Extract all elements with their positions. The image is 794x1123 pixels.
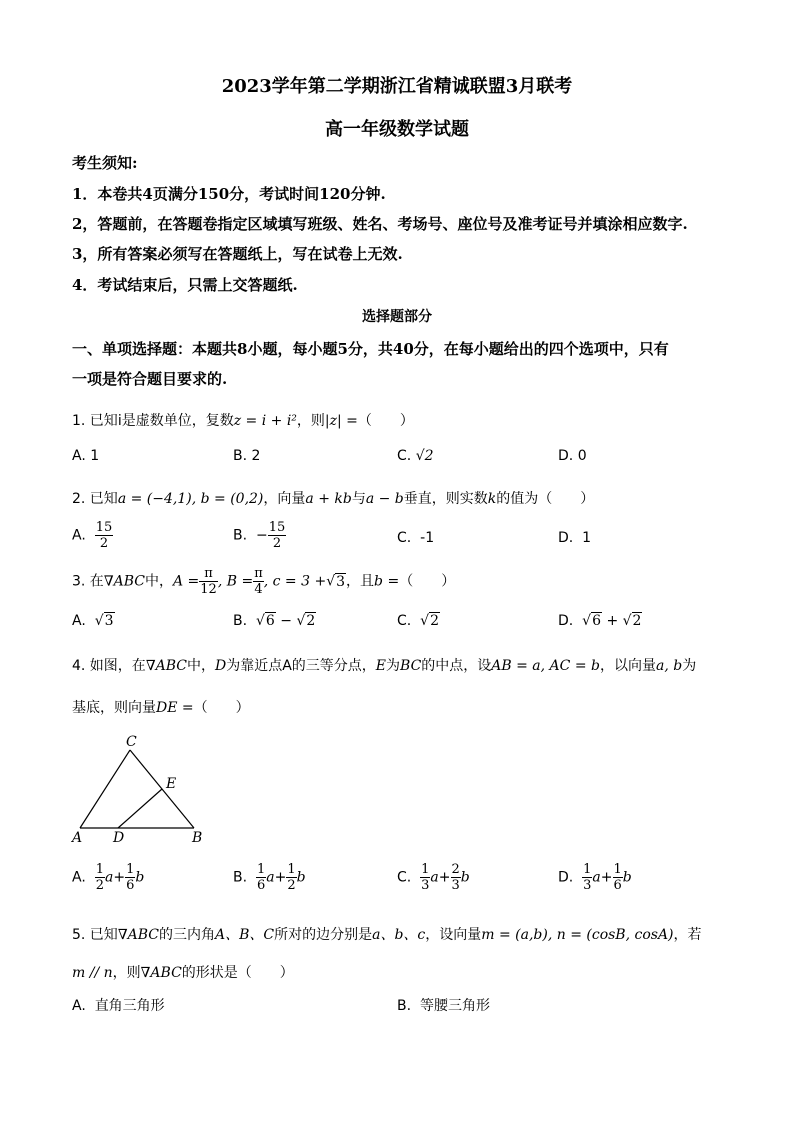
option-label: D. bbox=[558, 448, 574, 464]
q2-option-c bbox=[397, 530, 434, 546]
q1-option-c bbox=[397, 448, 434, 464]
question-2-stem bbox=[72, 488, 594, 508]
option-value: 1 bbox=[90, 448, 100, 464]
option-label: B. bbox=[233, 527, 248, 544]
option-label: B. bbox=[397, 998, 412, 1014]
option-label: A. bbox=[72, 613, 86, 629]
sqrt: √3 bbox=[94, 613, 114, 629]
q4-BC: BC bbox=[400, 658, 422, 674]
numerator: 1 bbox=[421, 862, 430, 877]
radicand: 2 bbox=[632, 613, 642, 629]
denominator: 2 bbox=[99, 536, 109, 551]
numerator: 1 bbox=[583, 862, 592, 877]
sqrt: √2 bbox=[622, 613, 642, 629]
q2-text-a: 2. 已知 bbox=[72, 491, 118, 507]
notice-item-4: 4．考试结束后，只需上交答题纸. bbox=[72, 276, 298, 294]
numerator: 15 bbox=[95, 520, 113, 535]
sqrt: √2 bbox=[420, 613, 439, 629]
vector-b: b bbox=[460, 869, 470, 886]
question-3-stem bbox=[72, 566, 455, 597]
option-label: B. bbox=[233, 613, 248, 629]
section-title: 选择题部分 bbox=[362, 309, 432, 325]
operator: + bbox=[113, 869, 126, 886]
fraction bbox=[95, 520, 114, 551]
q4-text-e: 的中点，设 bbox=[421, 658, 492, 674]
option-label: A. bbox=[72, 448, 86, 464]
q1-formula: z = i + i² bbox=[233, 413, 297, 429]
denominator: 2 bbox=[95, 878, 104, 893]
q4-blank: （ ） bbox=[193, 700, 250, 716]
denominator: 6 bbox=[256, 878, 266, 893]
q5-triangle: ∇ABC bbox=[140, 965, 182, 981]
option-value: 1 bbox=[582, 530, 592, 546]
label-D: D bbox=[113, 830, 125, 846]
vector-b: b bbox=[135, 869, 145, 886]
q5-sides: a、b、c bbox=[372, 927, 426, 943]
denominator: 12 bbox=[200, 582, 217, 597]
option-label: C. bbox=[397, 530, 412, 546]
operator: + bbox=[274, 869, 287, 886]
label-E: E bbox=[166, 776, 177, 792]
q4-text-c: 为靠近点A的三等分点， bbox=[226, 658, 376, 674]
q5-option-b bbox=[397, 995, 490, 1015]
q2-expr1: a + kb bbox=[305, 491, 352, 507]
q2-option-b bbox=[233, 520, 286, 551]
q1-text-a: 1. 已知 bbox=[72, 413, 118, 429]
segment-DE bbox=[118, 789, 162, 828]
denominator: 3 bbox=[451, 878, 460, 893]
label-A: A bbox=[72, 830, 83, 846]
fraction bbox=[253, 566, 264, 597]
q2-text-c: 与 bbox=[351, 491, 366, 507]
sqrt: √6 bbox=[255, 613, 275, 629]
label-B: B bbox=[192, 830, 203, 846]
side-AC bbox=[80, 750, 130, 828]
q4-triangle: ∇ABC bbox=[145, 658, 187, 674]
question-5-stem-line1 bbox=[72, 924, 702, 944]
notice-item-3: 3，所有答案必须写在答题纸上，写在试卷上无效. bbox=[72, 245, 403, 263]
option-label: B. bbox=[233, 869, 248, 886]
section-intro-line1: 一、单项选择题：本题共8小题，每小题5分，共40分，在每小题给出的四个选项中，只有 bbox=[72, 340, 669, 358]
q4-text-b: 中， bbox=[186, 658, 215, 674]
triangle-figure bbox=[68, 732, 218, 847]
option-label: C. bbox=[397, 869, 412, 886]
option-label: A. bbox=[72, 527, 86, 544]
option-value: √2 bbox=[415, 448, 434, 464]
notice-heading: 考生须知: bbox=[72, 154, 138, 172]
numerator: π bbox=[199, 566, 218, 582]
vector-a: a bbox=[104, 869, 114, 886]
q1-option-d bbox=[558, 448, 587, 464]
q4-option-a bbox=[72, 862, 144, 893]
q4-option-c bbox=[397, 862, 470, 893]
q5-option-a bbox=[72, 995, 165, 1015]
exam-title: 2023学年第二学期浙江省精诚联盟3月联考 bbox=[221, 76, 573, 97]
q4-text-a: 4. 如图，在 bbox=[72, 658, 146, 674]
fraction bbox=[268, 520, 287, 551]
fraction bbox=[95, 862, 105, 893]
q3-text-b: 中， bbox=[144, 573, 173, 590]
q3-B-eq: , B = bbox=[217, 573, 254, 590]
q1-i: i bbox=[117, 413, 122, 429]
denominator: 3 bbox=[583, 878, 592, 893]
denominator: 4 bbox=[254, 582, 263, 597]
q2-option-d bbox=[558, 530, 591, 546]
radicand: 2 bbox=[306, 613, 316, 629]
question-1-stem bbox=[72, 410, 414, 430]
fraction bbox=[451, 862, 461, 893]
vector-b: b bbox=[622, 869, 632, 886]
q1-modulus: |z| = bbox=[324, 413, 358, 429]
operator: + bbox=[600, 869, 613, 886]
q4-E: E bbox=[375, 658, 387, 674]
sqrt: √2 bbox=[296, 613, 316, 629]
numerator: π bbox=[254, 566, 263, 581]
q3-option-b bbox=[233, 613, 316, 629]
numerator: 15 bbox=[268, 520, 286, 535]
fraction bbox=[125, 862, 135, 893]
numerator: 2 bbox=[451, 862, 460, 877]
q5-text-c: 所对的边分别是 bbox=[274, 927, 373, 943]
q1-option-b bbox=[233, 448, 260, 464]
option-label: D. bbox=[558, 530, 574, 546]
q4-text-g: 为 bbox=[682, 658, 697, 674]
q4-vector-def: AB = a, AC = b bbox=[491, 658, 600, 674]
q2-option-a bbox=[72, 520, 113, 551]
label-C: C bbox=[126, 734, 137, 750]
fraction bbox=[420, 862, 430, 893]
numerator: 1 bbox=[95, 862, 104, 877]
q5-vectors: m = (a,b), n = (cosB, cosA) bbox=[481, 927, 674, 943]
radicand: 2 bbox=[430, 613, 439, 629]
q5-text-b: 的三内角 bbox=[158, 927, 215, 943]
q1-text-c: 是虚数单位，复数 bbox=[121, 413, 234, 429]
q5-text-line2a: ，则 bbox=[112, 965, 141, 981]
sqrt: √3 bbox=[326, 573, 346, 590]
fraction bbox=[199, 566, 218, 597]
option-label: C. bbox=[397, 448, 412, 464]
q5-text-a: 5. 已知 bbox=[72, 927, 118, 943]
option-value: 2 bbox=[251, 448, 261, 464]
radicand: 3 bbox=[336, 573, 346, 590]
q3-text-c: ，且 bbox=[346, 573, 375, 590]
option-label: B. bbox=[233, 448, 248, 464]
question-5-stem-line2 bbox=[72, 962, 294, 982]
sqrt: √6 bbox=[582, 613, 601, 629]
question-4-stem-line2 bbox=[72, 697, 250, 717]
q4-DE: DE = bbox=[156, 700, 194, 716]
q5-text-e: ，若 bbox=[673, 927, 702, 943]
q4-basis: a, b bbox=[655, 658, 683, 674]
option-value: 直角三角形 bbox=[94, 998, 165, 1014]
vector-a: a bbox=[266, 869, 275, 886]
numerator: 1 bbox=[126, 862, 135, 877]
option-label: A. bbox=[72, 869, 86, 886]
q3-text-a: 3. 在 bbox=[72, 573, 104, 590]
denominator: 3 bbox=[421, 878, 430, 893]
option-label: C. bbox=[397, 613, 412, 629]
option-value: -1 bbox=[420, 530, 435, 546]
numerator: 1 bbox=[256, 862, 266, 877]
q2-text-e: 的值为（ ） bbox=[496, 491, 595, 507]
q5-text-line2b: 的形状是（ ） bbox=[181, 965, 294, 981]
vector-a: a bbox=[592, 869, 601, 886]
q2-vectors: a = (−4,1), b = (0,2) bbox=[117, 491, 264, 507]
q3-b-eq: b = bbox=[374, 573, 400, 590]
operator: + bbox=[438, 869, 451, 886]
fraction bbox=[613, 862, 623, 893]
fraction bbox=[256, 862, 266, 893]
q3-option-a bbox=[72, 613, 115, 629]
vector-a: a bbox=[430, 869, 439, 886]
radicand: 6 bbox=[592, 613, 601, 629]
denominator: 6 bbox=[126, 878, 135, 893]
section-intro-line2: 一项是符合题目要求的. bbox=[72, 370, 228, 388]
option-label: A. bbox=[72, 998, 86, 1014]
q3-option-c bbox=[397, 613, 440, 629]
operator: + bbox=[606, 613, 619, 629]
operator: − bbox=[280, 613, 292, 629]
denominator: 2 bbox=[287, 878, 296, 893]
q5-triangle: ∇ABC bbox=[117, 927, 159, 943]
notice-item-2: 2，答题前，在答题卷指定区域填写班级、姓名、考场号、座位号及准考证号并填涂相应数字. bbox=[72, 215, 688, 233]
q2-text-b: ，向量 bbox=[263, 491, 306, 507]
minus-sign: − bbox=[255, 527, 268, 544]
q4-option-b bbox=[233, 862, 306, 893]
q2-k: k bbox=[487, 491, 497, 507]
fraction bbox=[582, 862, 592, 893]
option-label: D. bbox=[558, 869, 574, 886]
option-value: 等腰三角形 bbox=[419, 998, 490, 1014]
q5-angles: A、B、C bbox=[214, 927, 275, 943]
q3-triangle: ∇ABC bbox=[103, 573, 145, 590]
notice-item-1: 1．本卷共4页满分150分，考试时间120分钟. bbox=[72, 185, 386, 203]
option-label: D. bbox=[558, 613, 574, 629]
fraction bbox=[286, 862, 296, 893]
q4-option-d bbox=[558, 862, 632, 893]
denominator: 2 bbox=[272, 536, 282, 551]
q4-D: D bbox=[214, 658, 227, 674]
q5-parallel: m // n bbox=[72, 965, 113, 981]
q3-blank: （ ） bbox=[399, 573, 456, 590]
q5-text-d: ，设向量 bbox=[425, 927, 482, 943]
q2-text-d: 垂直，则实数 bbox=[403, 491, 488, 507]
numerator: 1 bbox=[287, 862, 296, 877]
option-value: 0 bbox=[577, 448, 587, 464]
q3-A-eq: A = bbox=[172, 573, 200, 590]
question-4-stem-line1 bbox=[72, 655, 696, 675]
radicand: 6 bbox=[265, 613, 275, 629]
q4-text-d: 为 bbox=[386, 658, 401, 674]
q4-text-f: ，以向量 bbox=[599, 658, 656, 674]
radicand: 3 bbox=[104, 613, 114, 629]
denominator: 6 bbox=[613, 878, 622, 893]
numerator: 1 bbox=[613, 862, 622, 877]
exam-subtitle: 高一年级数学试题 bbox=[325, 119, 469, 140]
q2-expr2: a − b bbox=[365, 491, 404, 507]
q3-c-eq: , c = 3 + bbox=[263, 573, 327, 590]
vector-b: b bbox=[296, 869, 306, 886]
q1-blank: （ ） bbox=[357, 413, 414, 429]
q1-text-d: ，则 bbox=[296, 413, 325, 429]
q1-option-a bbox=[72, 448, 99, 464]
q4-text-line2: 基底，则向量 bbox=[72, 700, 156, 716]
q3-option-d bbox=[558, 613, 642, 629]
